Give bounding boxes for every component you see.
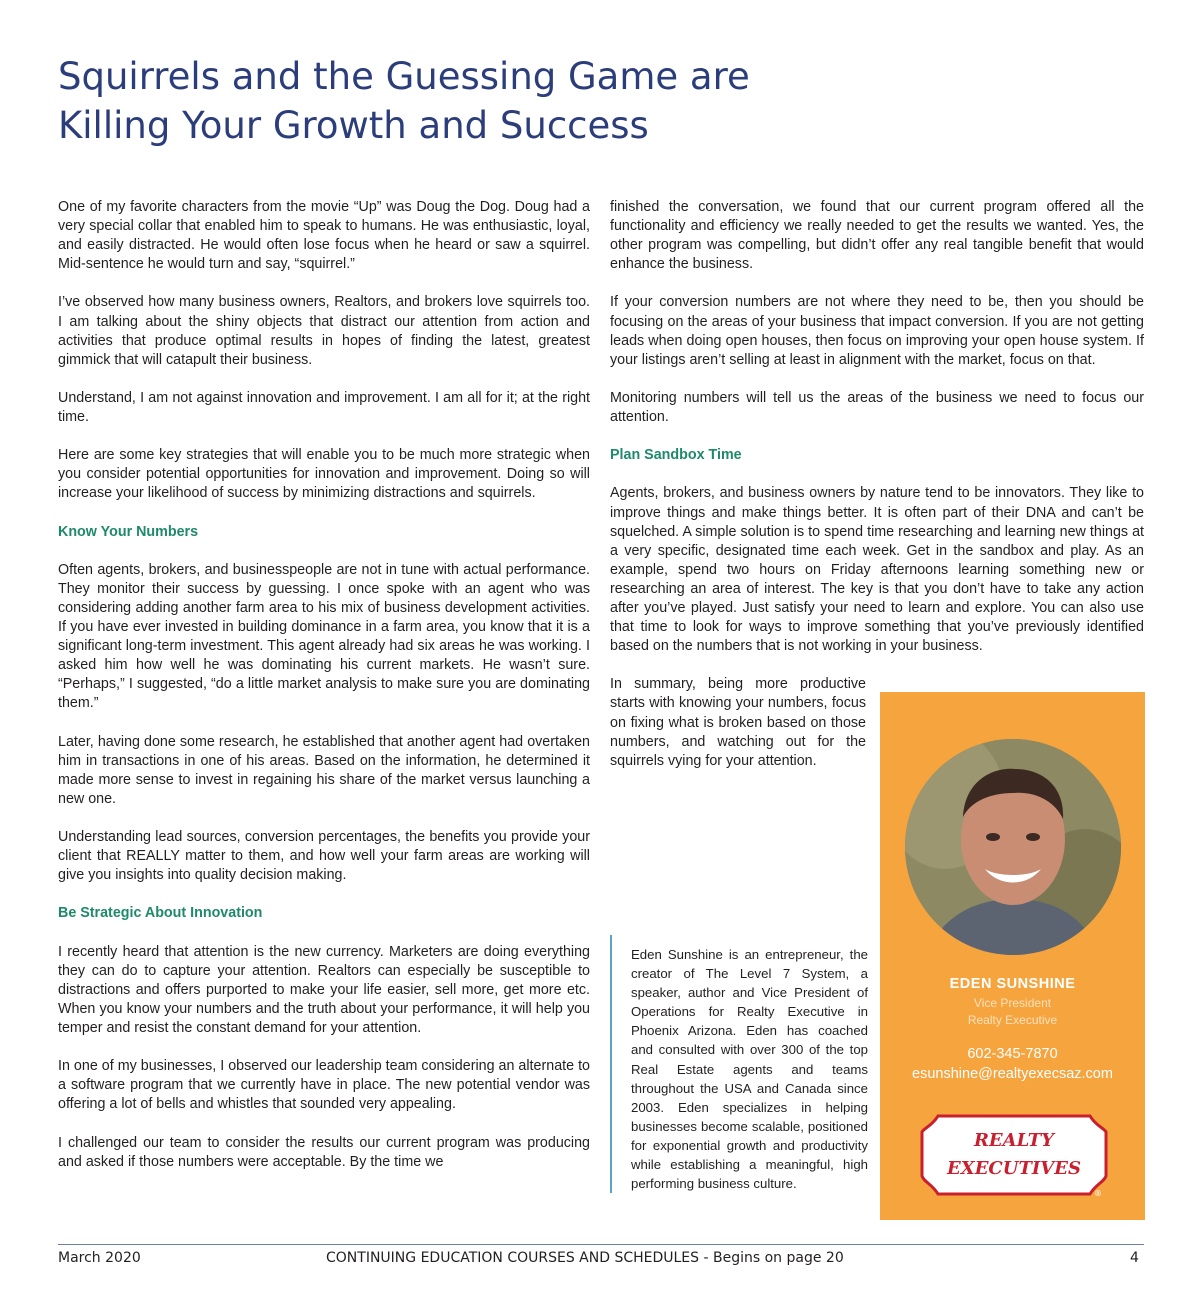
footer-divider [58, 1244, 1144, 1245]
author-phone[interactable]: 602-345-7870 [967, 1046, 1058, 1062]
author-company: Realty Executive [967, 1013, 1058, 1027]
page-number: 4 [1130, 1250, 1139, 1266]
section-heading-know-your-numbers: Know Your Numbers [58, 523, 199, 540]
title-line-1: Squirrels and the Guessing Game are [58, 55, 750, 98]
realty-executives-logo [920, 1110, 1108, 1200]
paragraph: I recently heard that attention is the new currency. Marketers are doing everything they can do to capture your attention. Realtors can especially be susceptible to distractions and offers purported to make your life easier, sell more, get more etc. When you know your numbers and the truth about your performance, it will help you temper and resist the constant demand for your attention. [58, 943, 590, 1037]
paragraph: I challenged our team to consider the results our current program was producing and asked if those numbers were acceptable. By the time we [58, 1134, 590, 1170]
author-name: EDEN SUNSHINE [949, 976, 1076, 992]
author-bio [610, 935, 868, 1193]
author-role: Vice President [973, 996, 1052, 1010]
paragraph: One of my favorite characters from the movie “Up” was Doug the Dog. Doug had a very special collar that enabled him to speak to humans. He was enthusiastic, loyal, and easily distracted. He would often lose focus when he heard or saw a squirrel. Mid-sentence he would turn and say, “squirrel.” [58, 199, 590, 273]
logo-line-1: REALTY [973, 1130, 1055, 1151]
section-heading-be-strategic: Be Strategic About Innovation [58, 905, 263, 922]
left-column [58, 198, 590, 1191]
author-email[interactable]: esunshine@realtyexecsaz.com [912, 1066, 1113, 1082]
summary-paragraph: In summary, being more productive starts with knowing your numbers, focus on fixing what is broken based on those numbers, and watching out for the squirrels vying for your attention. [610, 676, 866, 769]
page-title [58, 52, 958, 150]
paragraph: I’ve observed how many business owners, Realtors, and brokers love squirrels too. I am talking about the shiny objects that distract our attention from action and activities that produce optimal results in hopes of finding the latest, greatest gimmick that will catapult their business. [58, 294, 590, 368]
title-line-2: Killing Your Growth and Success [58, 104, 649, 147]
paragraph: Often agents, brokers, and businesspeople are not in tune with actual performance. They monitor their success by guessing. I once spoke with an agent who was considering adding another farm area to his mix of business development activities. If you have ever invested in building dominance in a farm area, you know that it is a significant long-term investment. This agent already had six areas he was working. I asked him how well he was dominating his current markets. He wasn’t sure. “Perhaps,” I suggested, “do a little market analysis to make sure you are dominating them.” [58, 561, 590, 712]
paragraph: Understanding lead sources, conversion percentages, the benefits you provide your client that REALLY matter to them, and how well your farm areas are working will give you insights into quality decision making. [58, 829, 590, 884]
paragraph: Later, having done some research, he established that another agent had overtaken him in transactions in one of his areas. Based on the information, he determined it made more sense to invest in regaining his share of the market versus launching a new one. [58, 733, 590, 807]
author-portrait-image [905, 739, 1121, 955]
paragraph: If your conversion numbers are not where they need to be, then you should be focusing on the areas of your business that impact conversion. If you are not getting leads when doing open houses, then focus on improving your open house system. If your listings aren’t selling at least in alignment with the market, focus on that. [610, 294, 1144, 368]
logo-line-2: EXECUTIVES [947, 1158, 1081, 1179]
author-card [880, 692, 1145, 1220]
footer-notice: CONTINUING EDUCATION COURSES AND SCHEDULES - Begins on page 20 [326, 1250, 844, 1266]
section-heading-plan-sandbox-time: Plan Sandbox Time [610, 447, 742, 464]
author-photo [905, 739, 1121, 955]
logo-registered-mark: ® [1094, 1189, 1102, 1198]
paragraph: finished the conversation, we found that our current program offered all the functionality and efficiency we really needed to get the results we wanted. Yes, the other program was compelling, but didn’t offer any real tangible benefit that would enhance the business. [610, 199, 1144, 273]
author-bio-text: Eden Sunshine is an entrepreneur, the creator of The Level 7 System, a speaker, author and Vice President of Operations for Realty Executive in Phoenix Arizona. Eden has coached and consulted with over 300 of the top Real Estate agents and teams throughout the USA and Canada since 2003. Eden specializes in helping businesses become scalable, positioned for exponential growth and productivity while establishing a meaningful, high performing business culture. [631, 947, 868, 1192]
paragraph: Here are some key strategies that will enable you to be much more strategic when you consider potential opportunities for innovation and improvement. Doing so will increase your likelihood of success by minimizing distractions and squirrels. [58, 447, 590, 502]
footer-date: March 2020 [58, 1250, 141, 1266]
paragraph: Agents, brokers, and business owners by nature tend to be innovators. They like to improve things and make things better. It is often part of their DNA and can’t be squelched. A simple solution is to spend time researching and learning new things at a very specific, designated time each week. Get in the sandbox and play. As an example, spend two hours on Friday afternoons learning something new or researching an area of interest. The key is that you don’t have to take any action after you’ve played. Just satisfy your need to learn and explore. You can also use that time to look for ways to improve something that you’ve previously identified based on the numbers that is not working in your business. [610, 485, 1144, 655]
paragraph: Understand, I am not against innovation and improvement. I am all for it; at the right time. [58, 389, 590, 426]
paragraph: In one of my businesses, I observed our leadership team considering an alternate to a software program that we currently have in place. The new potential vendor was offering a lot of bells and whistles that sounded very appealing. [58, 1058, 590, 1113]
paragraph: Monitoring numbers will tell us the areas of the business we need to focus our attention. [610, 389, 1144, 426]
